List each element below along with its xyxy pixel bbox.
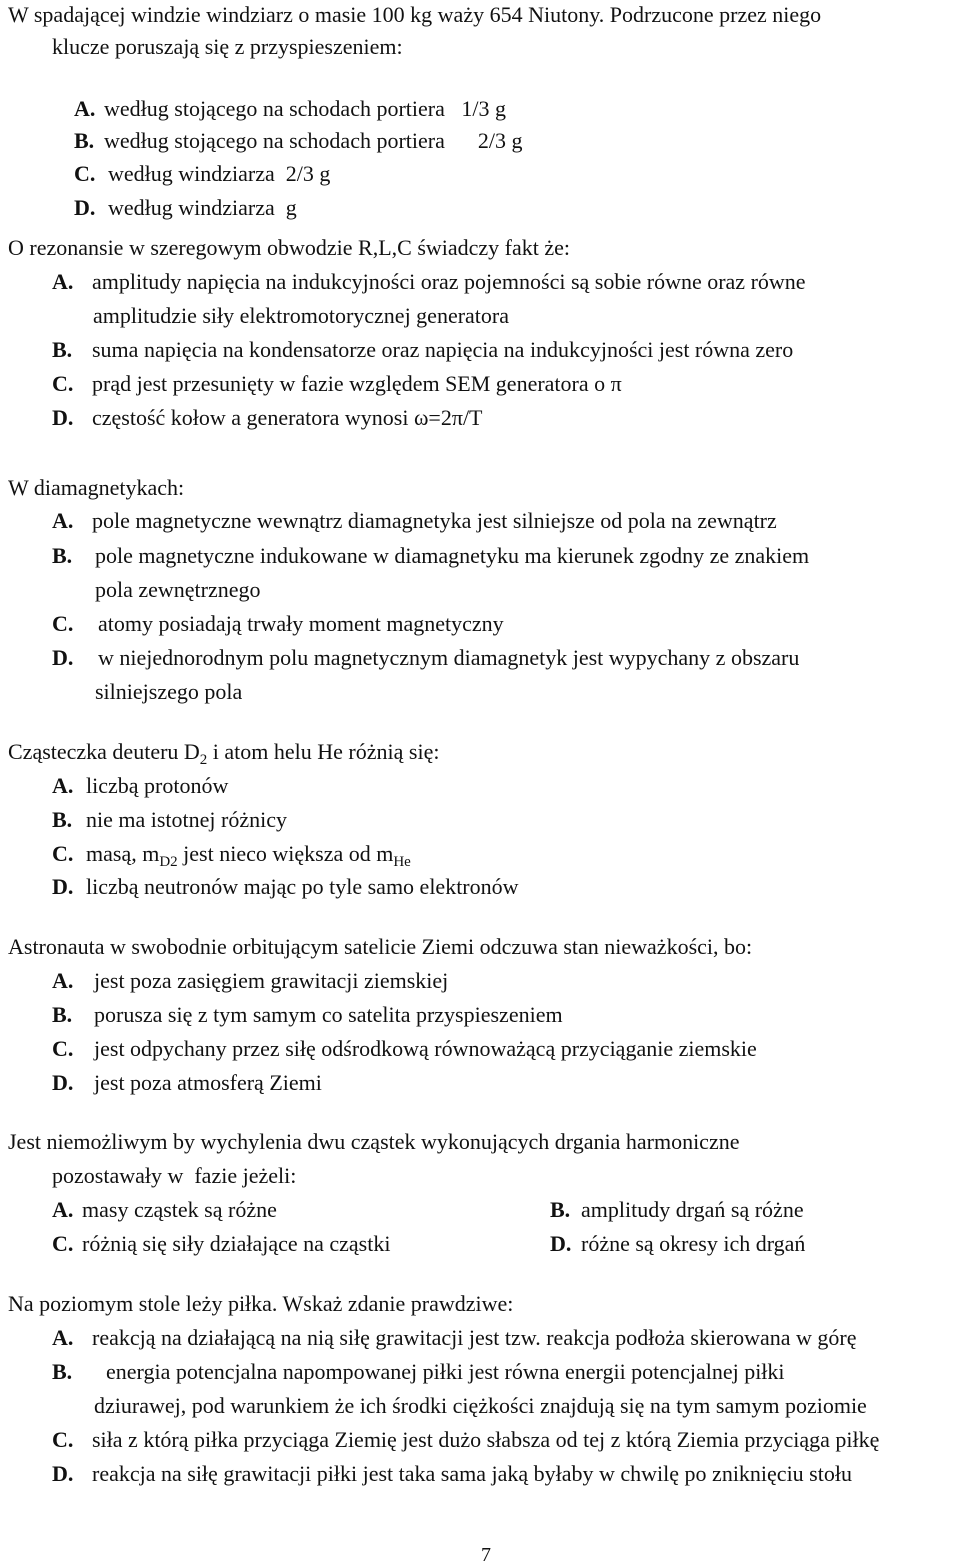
option-text: siła z którą piłka przyciąga Ziemię jest dużo słabsza od tej z którą Ziemia przyciąga piłkę <box>92 1427 880 1452</box>
option-text: reakcja na siłę grawitacji piłki jest taka sama jaką byłaby w chwilę po zniknięciu stołu <box>92 1461 852 1486</box>
question-3-option-a <box>52 506 777 536</box>
question-3-option-d-continuation: silniejszego pola <box>95 679 243 704</box>
option-text: pole magnetyczne indukowane w diamagnetyku ma kierunek zgodny ze znakiem <box>95 543 810 568</box>
question-6-option-b <box>550 1195 804 1225</box>
question-3-option-c <box>52 609 504 639</box>
question-2-option-b <box>52 335 793 365</box>
option-text: nie ma istotnej różnicy <box>86 807 287 832</box>
question-6-stem-line-2: pozostawały w fazie jeżeli: <box>52 1163 297 1188</box>
option-text: masą, m <box>86 841 160 866</box>
question-5-option-d <box>52 1068 322 1098</box>
subscript: He <box>393 854 411 870</box>
question-2-option-c <box>52 369 622 399</box>
question-1-stem-line-1: W spadającej windzie windziarz o masie 100 kg waży 654 Niutony. Podrzucone przez niego <box>8 2 822 27</box>
question-7-option-a <box>52 1323 857 1353</box>
option-text: według stojącego na schodach portiera 2/3 g <box>104 128 523 153</box>
option-label: A. <box>52 269 74 294</box>
subscript: D2 <box>159 854 178 870</box>
question-4-option-c <box>52 839 411 872</box>
option-text: liczbą protonów <box>86 773 229 798</box>
option-text: amplitudy drgań są różne <box>581 1197 804 1222</box>
page-number: 7 <box>481 1544 491 1566</box>
question-5-option-c <box>52 1034 757 1064</box>
option-text: liczbą neutronów mając po tyle samo elektronów <box>86 874 519 899</box>
option-label: C. <box>52 1231 74 1256</box>
option-text: według windziarza g <box>108 195 297 220</box>
question-5-option-a <box>52 966 448 996</box>
option-label: B. <box>74 128 95 153</box>
question-4-stem <box>8 737 439 770</box>
option-label: D. <box>52 1070 74 1095</box>
option-text: w niejednorodnym polu magnetycznym diamagnetyk jest wypychany z obszaru <box>98 645 800 670</box>
option-label: A. <box>52 773 74 798</box>
subscript: 2 <box>199 752 208 768</box>
option-text: częstość kołow a generatora wynosi ω=2π/T <box>92 405 483 430</box>
option-text: pole magnetyczne wewnątrz diamagnetyka jest silniejsze od pola na zewnątrz <box>92 508 777 533</box>
question-2-option-d <box>52 403 483 433</box>
option-label: C. <box>52 841 74 866</box>
question-2-option-a <box>52 267 806 297</box>
option-label: B. <box>52 1359 73 1384</box>
option-label: D. <box>74 195 96 220</box>
option-text: porusza się z tym samym co satelita przyspieszeniem <box>94 1002 563 1027</box>
stem-text: i atom helu He różnią się: <box>207 739 440 764</box>
question-1-stem-line-2: klucze poruszają się z przyspieszeniem: <box>52 34 403 59</box>
option-text: jest poza atmosferą Ziemi <box>94 1070 322 1095</box>
question-3-option-b <box>52 541 809 571</box>
question-6-option-a <box>52 1195 277 1225</box>
option-text: reakcją na działającą na nią siłę grawitacji jest tzw. reakcja podłoża skierowana w górę <box>92 1325 857 1350</box>
option-label: A. <box>52 968 74 993</box>
option-label: A. <box>74 96 96 121</box>
option-text: suma napięcia na kondensatorze oraz napięcia na indukcyjności jest równa zero <box>92 337 794 362</box>
option-label: D. <box>550 1231 572 1256</box>
option-label: D. <box>52 1461 74 1486</box>
option-text: jest nieco większa od m <box>177 841 394 866</box>
question-7-option-b <box>52 1357 785 1387</box>
question-6-option-c <box>52 1229 390 1259</box>
option-label: D. <box>52 645 74 670</box>
option-label: A. <box>52 508 74 533</box>
stem-text: Cząsteczka deuteru D <box>8 739 200 764</box>
question-4-option-a <box>52 771 228 801</box>
question-7-option-d <box>52 1459 852 1489</box>
option-label: C. <box>74 161 96 186</box>
option-label: C. <box>52 1427 74 1452</box>
question-4-option-b <box>52 805 287 835</box>
option-label: A. <box>52 1197 74 1222</box>
question-5-stem: Astronauta w swobodnie orbitującym satelicie Ziemi odczuwa stan nieważkości, bo: <box>8 934 753 959</box>
question-7-stem: Na poziomym stole leży piłka. Wskaż zdanie prawdziwe: <box>8 1291 514 1316</box>
question-7-option-b-continuation: dziurawej, pod warunkiem że ich środki ciężkości znajdują się na tym samym poziomie <box>94 1393 867 1418</box>
question-3-stem: W diamagnetykach: <box>8 475 185 500</box>
option-text: różne są okresy ich drgań <box>581 1231 806 1256</box>
option-label: B. <box>52 807 73 832</box>
option-text: jest odpychany przez siłę odśrodkową równoważącą przyciąganie ziemskie <box>94 1036 757 1061</box>
question-2-stem: O rezonansie w szeregowym obwodzie R,L,C świadczy fakt że: <box>8 235 571 260</box>
option-text: różnią się siły działające na cząstki <box>82 1231 391 1256</box>
option-text: jest poza zasięgiem grawitacji ziemskiej <box>94 968 449 993</box>
option-text: według windziarza 2/3 g <box>108 161 331 186</box>
question-5-option-b <box>52 1000 563 1030</box>
option-label: B. <box>52 1002 73 1027</box>
option-label: B. <box>52 543 73 568</box>
option-text: według stojącego na schodach portiera 1/3 g <box>104 96 506 121</box>
question-4-option-d <box>52 872 519 902</box>
option-label: C. <box>52 1036 74 1061</box>
option-label: A. <box>52 1325 74 1350</box>
question-3-option-d <box>52 643 799 673</box>
question-6-stem-line-1: Jest niemożliwym by wychylenia dwu cząstek wykonujących drgania harmoniczne <box>8 1129 740 1154</box>
option-label: C. <box>52 371 74 396</box>
option-label: D. <box>52 405 74 430</box>
option-label: B. <box>550 1197 571 1222</box>
option-text: masy cząstek są różne <box>82 1197 277 1222</box>
question-2-option-a-continuation: amplitudzie siły elektromotorycznej generatora <box>93 303 510 328</box>
option-text: energia potencjalna napompowanej piłki jest równa energii potencjalnej piłki <box>106 1359 785 1384</box>
option-label: B. <box>52 337 73 362</box>
option-text: prąd jest przesunięty w fazie względem SEM generatora o π <box>92 371 622 396</box>
option-text: atomy posiadają trwały moment magnetyczny <box>98 611 504 636</box>
question-7-option-c <box>52 1425 879 1455</box>
question-6-option-d <box>550 1229 805 1259</box>
option-label: D. <box>52 874 74 899</box>
option-label: C. <box>52 611 74 636</box>
option-text: amplitudy napięcia na indukcyjności oraz pojemności są sobie równe oraz równe <box>92 269 806 294</box>
question-3-option-b-continuation: pola zewnętrznego <box>95 577 261 602</box>
